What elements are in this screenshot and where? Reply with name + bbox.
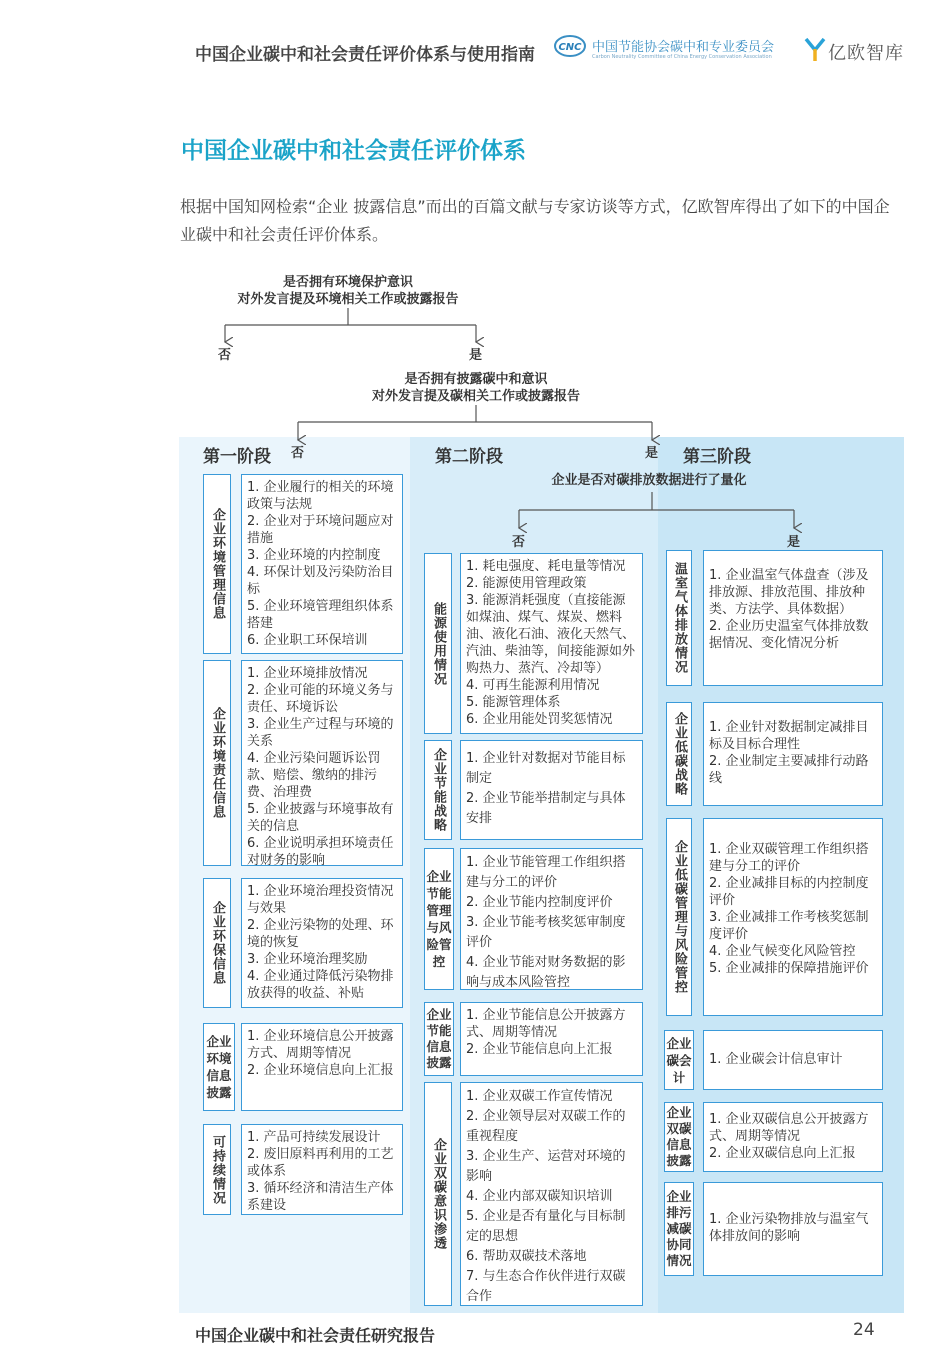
question2-line2: 对外发言提及碳相关工作或披露报告 [371,389,580,404]
intro-paragraph: 根据中国知网检索“企业 披露信息”而出的百篇文献与专家访谈等方式，亿欧智库得出了如下的中国企业碳中和社会责任评价体系。 [180,197,890,244]
s3-block3-item: 4. 企业气候变化风险管控 [709,944,856,959]
s2-block3-label [424,848,454,990]
question1-line2: 对外发言提及环境相关工作或披露报告 [237,292,459,307]
brand-name: 亿欧智库 [828,43,904,64]
s3-block6-label [664,1182,694,1276]
s3-block1-label: 温室气体排放情况 [666,550,692,686]
s1-block4-label-text: 企业环境信息披露 [206,1034,232,1100]
s3-block6-item: 1. 企业污染物排放与温室气体排放间的影响 [709,1212,869,1244]
s2-block3-label-text: 企业节能管理与风险管控 [426,869,452,969]
s2-block1-item: 2. 能源使用管理政策 [466,576,587,591]
question3-no: 否 [512,535,526,550]
s1-block4-item: 1. 企业环境信息公开披露方式、周期等情况 [247,1029,394,1061]
s1-block1-item: 3. 企业环境的内控制度 [247,548,381,563]
s3-block5-label-text: 企业双碳信息披露 [666,1105,692,1168]
s1-block3-item: 3. 企业环境治理奖励 [247,952,368,967]
s3-block1-content [703,550,883,686]
s1-block2-item: 5. 企业披露与环境事故有关的信息 [247,802,394,834]
s2-block5-item: 3. 企业生产、运营对环境的影响 [466,1149,626,1184]
question2-line1: 是否拥有披露碳中和意识 [404,372,548,387]
s3-block6-label-text: 企业排污减碳协同情况 [666,1189,692,1268]
section-title: 中国企业碳中和社会责任评价体系 [181,138,526,164]
s1-block1-item: 4. 环保计划及污染防治目标 [247,565,394,597]
s3-block2-item: 2. 企业制定主要减排行动路线 [709,754,869,786]
s1-block3-content [241,878,403,1008]
s1-block2-item: 6. 企业说明承担环境责任对财务的影响 [247,836,394,868]
s3-block1-item: 2. 企业历史温室气体排放数据情况、变化情况分析 [709,619,869,651]
s2-block1-item: 4. 可再生能源利用情况 [466,678,600,693]
question1-no: 否 [218,348,232,363]
s2-block3-item: 3. 企业节能考核奖惩审制度评价 [466,915,626,950]
s1-block2-item: 1. 企业环境排放情况 [247,666,368,681]
s2-block1-content [460,553,643,734]
s2-block5-label: 企业双碳意识渗透 [424,1082,452,1306]
s2-block2-item: 2. 企业节能举措制定与具体安排 [466,791,626,826]
s3-block1-item: 1. 企业温室气体盘查（涉及排放源、排放范围、排放种类、方法学、具体数据） [709,568,869,617]
org-name: 中国节能协会碳中和专业委员会 [592,40,775,55]
s2-block1-item: 6. 企业用能处罚奖惩情况 [466,712,613,727]
s2-block3-item: 1. 企业节能管理工作组织搭建与分工的评价 [466,855,626,890]
s2-block4-label [424,1002,454,1076]
s2-block5-item: 4. 企业内部双碳知识培训 [466,1189,613,1204]
s1-block5-item: 1. 产品可持续发展设计 [247,1130,381,1145]
s1-block3-label: 企业环保信息 [203,878,231,1008]
stage2-title: 第二阶段 [435,447,503,467]
s3-block5-item: 2. 企业双碳信息向上汇报 [709,1146,856,1161]
s3-block5-item: 1. 企业双碳信息公开披露方式、周期等情况 [709,1112,869,1144]
s1-block2-content [241,660,403,866]
s3-block6-content [703,1182,883,1276]
s2-block4-label-text: 企业节能信息披露 [426,1007,452,1070]
s3-block3-label: 企业低碳管理与风险管控 [666,818,692,1016]
s2-block5-item: 6. 帮助双碳技术落地 [466,1249,587,1264]
question3: 企业是否对碳排放数据进行了量化 [551,473,747,488]
org-name-en: Carbon Neutrality Committee of China Energy Conservation Association [592,54,772,60]
s1-block2-label: 企业环境责任信息 [203,660,231,866]
question1-yes: 是 [469,348,483,363]
s2-block1-item: 1. 耗电强度、耗电量等情况 [466,559,626,574]
s2-block4-item: 2. 企业节能信息向上汇报 [466,1042,613,1057]
cnc-logo-text: CNC [558,42,582,53]
s1-block3-item: 4. 企业通过降低污染物排放获得的收益、补贴 [247,969,394,1001]
question3-yes: 是 [787,535,801,550]
s2-block5-item: 5. 企业是否有量化与目标制定的思想 [466,1209,626,1244]
s3-block2-label: 企业低碳战略 [666,702,692,806]
question2-yes: 是 [645,446,659,461]
s2-block3-content [460,848,643,990]
s3-block4-label [664,1030,694,1090]
s3-block3-item: 5. 企业减排的保障措施评价 [709,961,869,976]
s1-block5-item: 2. 废旧原料再利用的工艺或体系 [247,1147,394,1179]
s1-block1-item: 5. 企业环境管理组织体系搭建 [247,599,394,631]
s1-block5-content [241,1124,403,1215]
s1-block5-item: 3. 循环经济和清洁生产体系建设 [247,1181,394,1213]
s3-block3-item: 1. 企业双碳管理工作组织搭建与分工的评价 [709,842,869,874]
s1-block4-content [241,1023,403,1111]
s2-block5-item: 2. 企业领导层对双碳工作的重视程度 [466,1109,626,1144]
s1-block2-item: 3. 企业生产过程与环境的关系 [247,717,394,749]
s3-block4-content [703,1030,883,1090]
s2-block5-content [460,1082,643,1306]
s2-block4-content [460,1002,643,1076]
s1-block2-item: 2. 企业可能的环境义务与责任、环境诉讼 [247,683,394,715]
s1-block1-item: 2. 企业对于环境问题应对措施 [247,514,394,546]
s1-block1-label: 企业环境管理信息 [203,474,231,654]
s2-block4-item: 1. 企业节能信息公开披露方式、周期等情况 [466,1008,626,1040]
s3-block5-content [703,1102,883,1172]
s2-block2-item: 1. 企业针对数据对节能目标制定 [466,751,626,786]
s1-block3-item: 2. 企业污染物的处理、环境的恢复 [247,918,394,950]
s3-block2-content [703,702,883,806]
s3-block4-item: 1. 企业碳会计信息审计 [709,1052,843,1067]
s2-block1-label: 能源使用情况 [424,553,452,734]
s1-block1-item: 6. 企业职工环保培训 [247,633,368,648]
s2-block1-item: 3. 能源消耗强度（直接能源如煤油、煤气、煤炭、燃料油、液化石油、液化天然气、汽油、柴油等，间接能源如外购热力、蒸汽、冷却等） [466,593,636,676]
s3-block4-label-text: 企业碳会计 [666,1035,692,1085]
stage3-title: 第三阶段 [683,447,751,467]
s1-block1-content [241,474,403,654]
s2-block5-item: 1. 企业双碳工作宣传情况 [466,1089,613,1104]
s2-block3-item: 4. 企业节能对财务数据的影响与成本风险管控 [466,955,626,990]
s2-block1-item: 5. 能源管理体系 [466,695,561,710]
s2-block2-label: 企业节能战略 [424,740,452,840]
s1-block1-item: 1. 企业履行的相关的环境政策与法规 [247,480,394,512]
s1-block4-item: 2. 企业环境信息向上汇报 [247,1063,394,1078]
s3-block2-item: 1. 企业针对数据制定减排目标及目标合理性 [709,720,869,752]
s3-block3-item: 3. 企业减排工作考核奖惩制度评价 [709,910,869,942]
stage1-title: 第一阶段 [203,447,271,467]
question1-line1: 是否拥有环境保护意识 [282,275,413,290]
question2-no: 否 [291,446,305,461]
s1-block3-item: 1. 企业环境治理投资情况与效果 [247,884,394,916]
header-title: 中国企业碳中和社会责任评价体系与使用指南 [195,45,535,65]
s2-block5-item: 7. 与生态合作伙伴进行双碳合作 [466,1269,626,1304]
s1-block5-label: 可持续情况 [203,1124,231,1215]
s3-block5-label [664,1102,694,1172]
s2-block2-content [460,740,643,840]
s2-block3-item: 2. 企业节能内控制度评价 [466,895,613,910]
footer-title: 中国企业碳中和社会责任研究报告 [195,1326,436,1345]
s3-block3-item: 2. 企业减排目标的内控制度评价 [709,876,869,908]
page-number: 24 [853,1320,875,1340]
s1-block2-item: 4. 企业污染问题诉讼罚款、赔偿、缴纳的排污费、治理费 [247,751,381,800]
s3-block3-content [703,818,883,1016]
s1-block4-label [203,1023,235,1111]
